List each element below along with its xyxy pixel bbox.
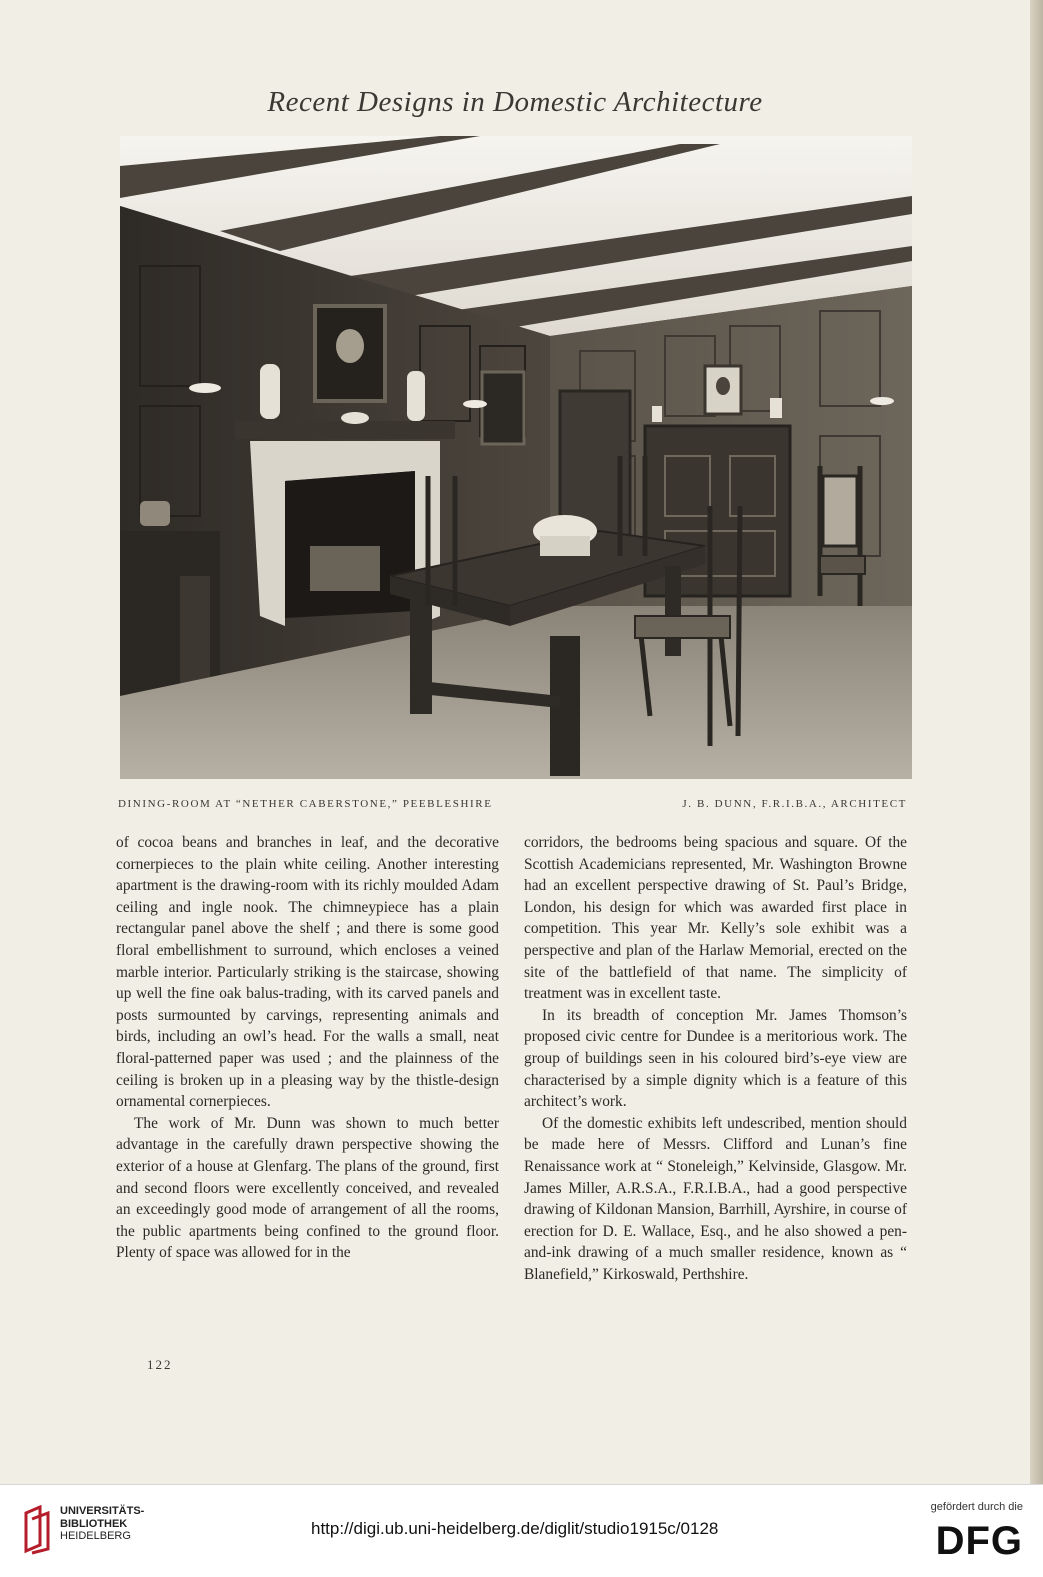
page-edge	[1030, 0, 1043, 1484]
photo-caption-left: DINING-ROOM AT “NETHER CABERSTONE,” PEEBLESHIRE	[118, 798, 493, 810]
funding-label: gefördert durch die	[930, 1501, 1023, 1513]
library-name-line: UNIVERSITÄTS-	[60, 1505, 145, 1517]
library-name-line: BIBLIOTHEK	[60, 1517, 128, 1530]
paragraph: In its breadth of conception Mr. James Thomson’s proposed civic centre for Dundee is a meritorious work. The group of buildings seen in his coloured bird’s-eye view are characterised by a simple dignity which is a feature of this architect’s work.	[524, 1006, 907, 1111]
dining-room-photograph	[120, 136, 912, 779]
dining-room-illustration	[120, 136, 912, 779]
library-name	[60, 1505, 144, 1543]
paragraph: corridors, the bedrooms being spacious and square. Of the Scottish Academicians represented, Mr. Washington Browne had an excellent perspective drawing of St. Paul’s Bridge, London, his design for which was awarded first place in competition. This year Mr. Kelly’s sole exhibit was a perspective and plan of the Harlaw Memorial, erected on the site of the battlefield of that name. The simplicity of treatment was in excellent taste.	[524, 834, 907, 1003]
text-column-left	[116, 832, 499, 1264]
library-name-line: HEIDELBERG	[60, 1530, 131, 1542]
text-column-right	[524, 832, 907, 1285]
viewer-footer	[0, 1484, 1043, 1577]
university-library-logo-icon	[22, 1505, 54, 1555]
photo-caption-right: J. B. DUNN, F.R.I.B.A., ARCHITECT	[682, 798, 907, 810]
page-number: 122	[147, 1357, 173, 1372]
dfg-logo: DFG	[935, 1519, 1023, 1563]
permalink-url[interactable]: http://digi.ub.uni-heidelberg.de/diglit/studio1915c/0128	[311, 1519, 719, 1538]
paragraph: Of the domestic exhibits left undescribed, mention should be made here of Messrs. Clifford and Lunan’s fine Renaissance work at “ Stoneleigh,” Kelvinside, Glasgow. Mr. James Miller, A.R.S.A., F.R.I.B.A., had a good perspective drawing of Kildonan Mansion, Barrhill, Ayrshire, in course of erection for D. E. Wallace, Esq., and he also showed a pen-and-ink drawing of a much smaller residence, known as “ Blanefield,” Kirkoswald, Perthshire.	[524, 1114, 907, 1283]
paragraph: The work of Mr. Dunn was shown to much better advantage in the carefully drawn perspective showing the exterior of a house at Glenfarg. The plans of the ground, first and second floors were excellently conceived, and revealed an exceedingly good mode of arrangement of all the rooms, the public apartments being confined to the ground floor. Plenty of space was allowed for in the	[116, 1114, 499, 1262]
paragraph: of cocoa beans and branches in leaf, and the decorative cornerpieces to the plain white ceiling. Another interesting apartment is the drawing-room with its richly moulded Adam ceiling and ingle nook. The chimneypiece has a plain rectangular panel above the shelf ; and there is some good floral embellishment to surround, which encloses a veined marble interior. Particularly striking is the staircase, showing up well the fine oak balus-trading, with its carved panels and posts surmounted by carvings, representing animals and birds, including an owl’s head. For the walls a small, neat floral-patterned paper was used ; and the plainness of the ceiling is broken up in a pleasing way by the thistle-design ornamental cornerpieces.	[116, 834, 499, 1111]
running-head: Recent Designs in Domestic Architecture	[267, 86, 763, 118]
